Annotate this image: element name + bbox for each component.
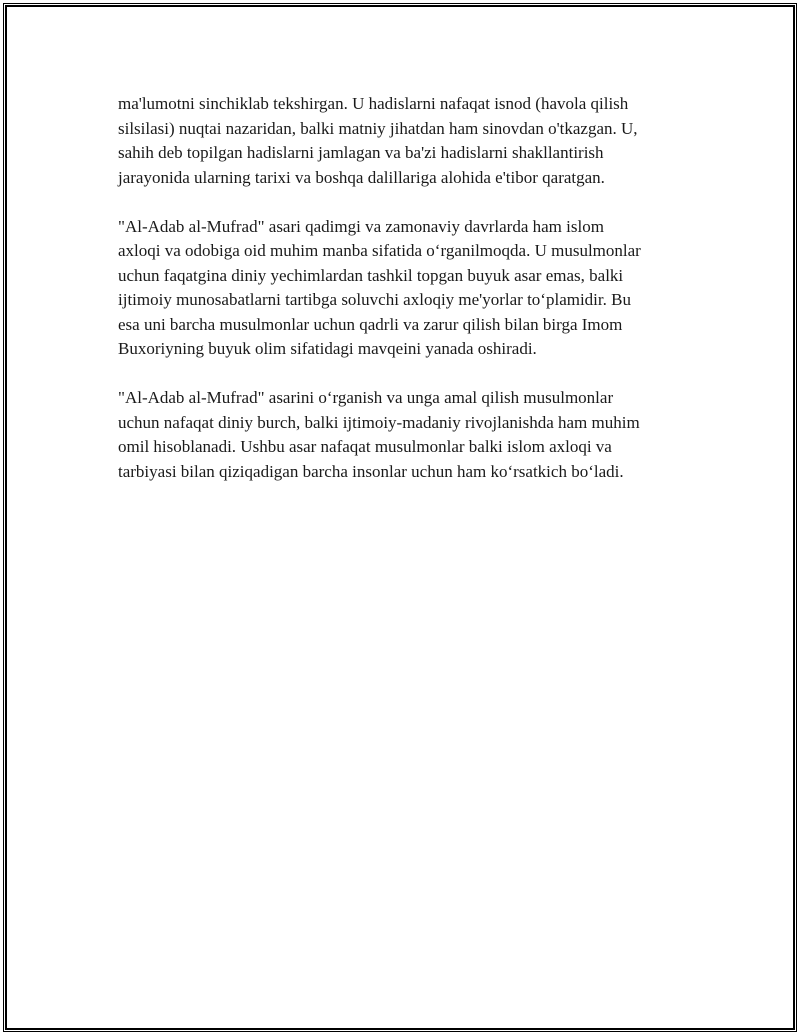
paragraph-3: "Al-Adab al-Mufrad" asarini o‘rganish va unga amal qilish musulmonlar uchun nafaqat diniy burch, balki ijtimoiy-madaniy rivojlanishda ham muhim omil hisoblanadi. Ushbu asar nafaqat musulmonlar balki islom axloqi va tarbiyasi bilan qiziqadigan barcha insonlar uchun ham ko‘rsatkich bo‘ladi. xyxy=(118,388,640,481)
paragraph-2: "Al-Adab al-Mufrad" asari qadimgi va zamonaviy davrlarda ham islom axloqi va odobiga oid muhim manba sifatida o‘rganilmoqda. U musulmonlar uchun faqatgina diniy yechimlardan tashkil topgan buyuk asar emas, balki ijtimoiy munosabatlarni tartibga soluvchi axloqiy me'yorlar to‘plamidir. Bu esa uni barcha musulmonlar uchun qadrli va zarur qilish bilan birga Imom Buxoriyning buyuk olim sifatidagi mavqeini yanada oshiradi. xyxy=(118,216,641,358)
paragraph-1: ma'lumotni sinchiklab tekshirgan. U hadislarni nafaqat isnod (havola qilish silsilasi) nuqtai nazaridan, balki matniy jihatdan ham sinovdan o'tkazgan. U, sahih deb topilgan hadislarni jamlagan va ba'zi hadislarni shakllantirish jarayonida ularning tarixi va boshqa dalillariga alohida e'tibor qaratgan. xyxy=(118,94,638,187)
document-body xyxy=(118,92,698,509)
